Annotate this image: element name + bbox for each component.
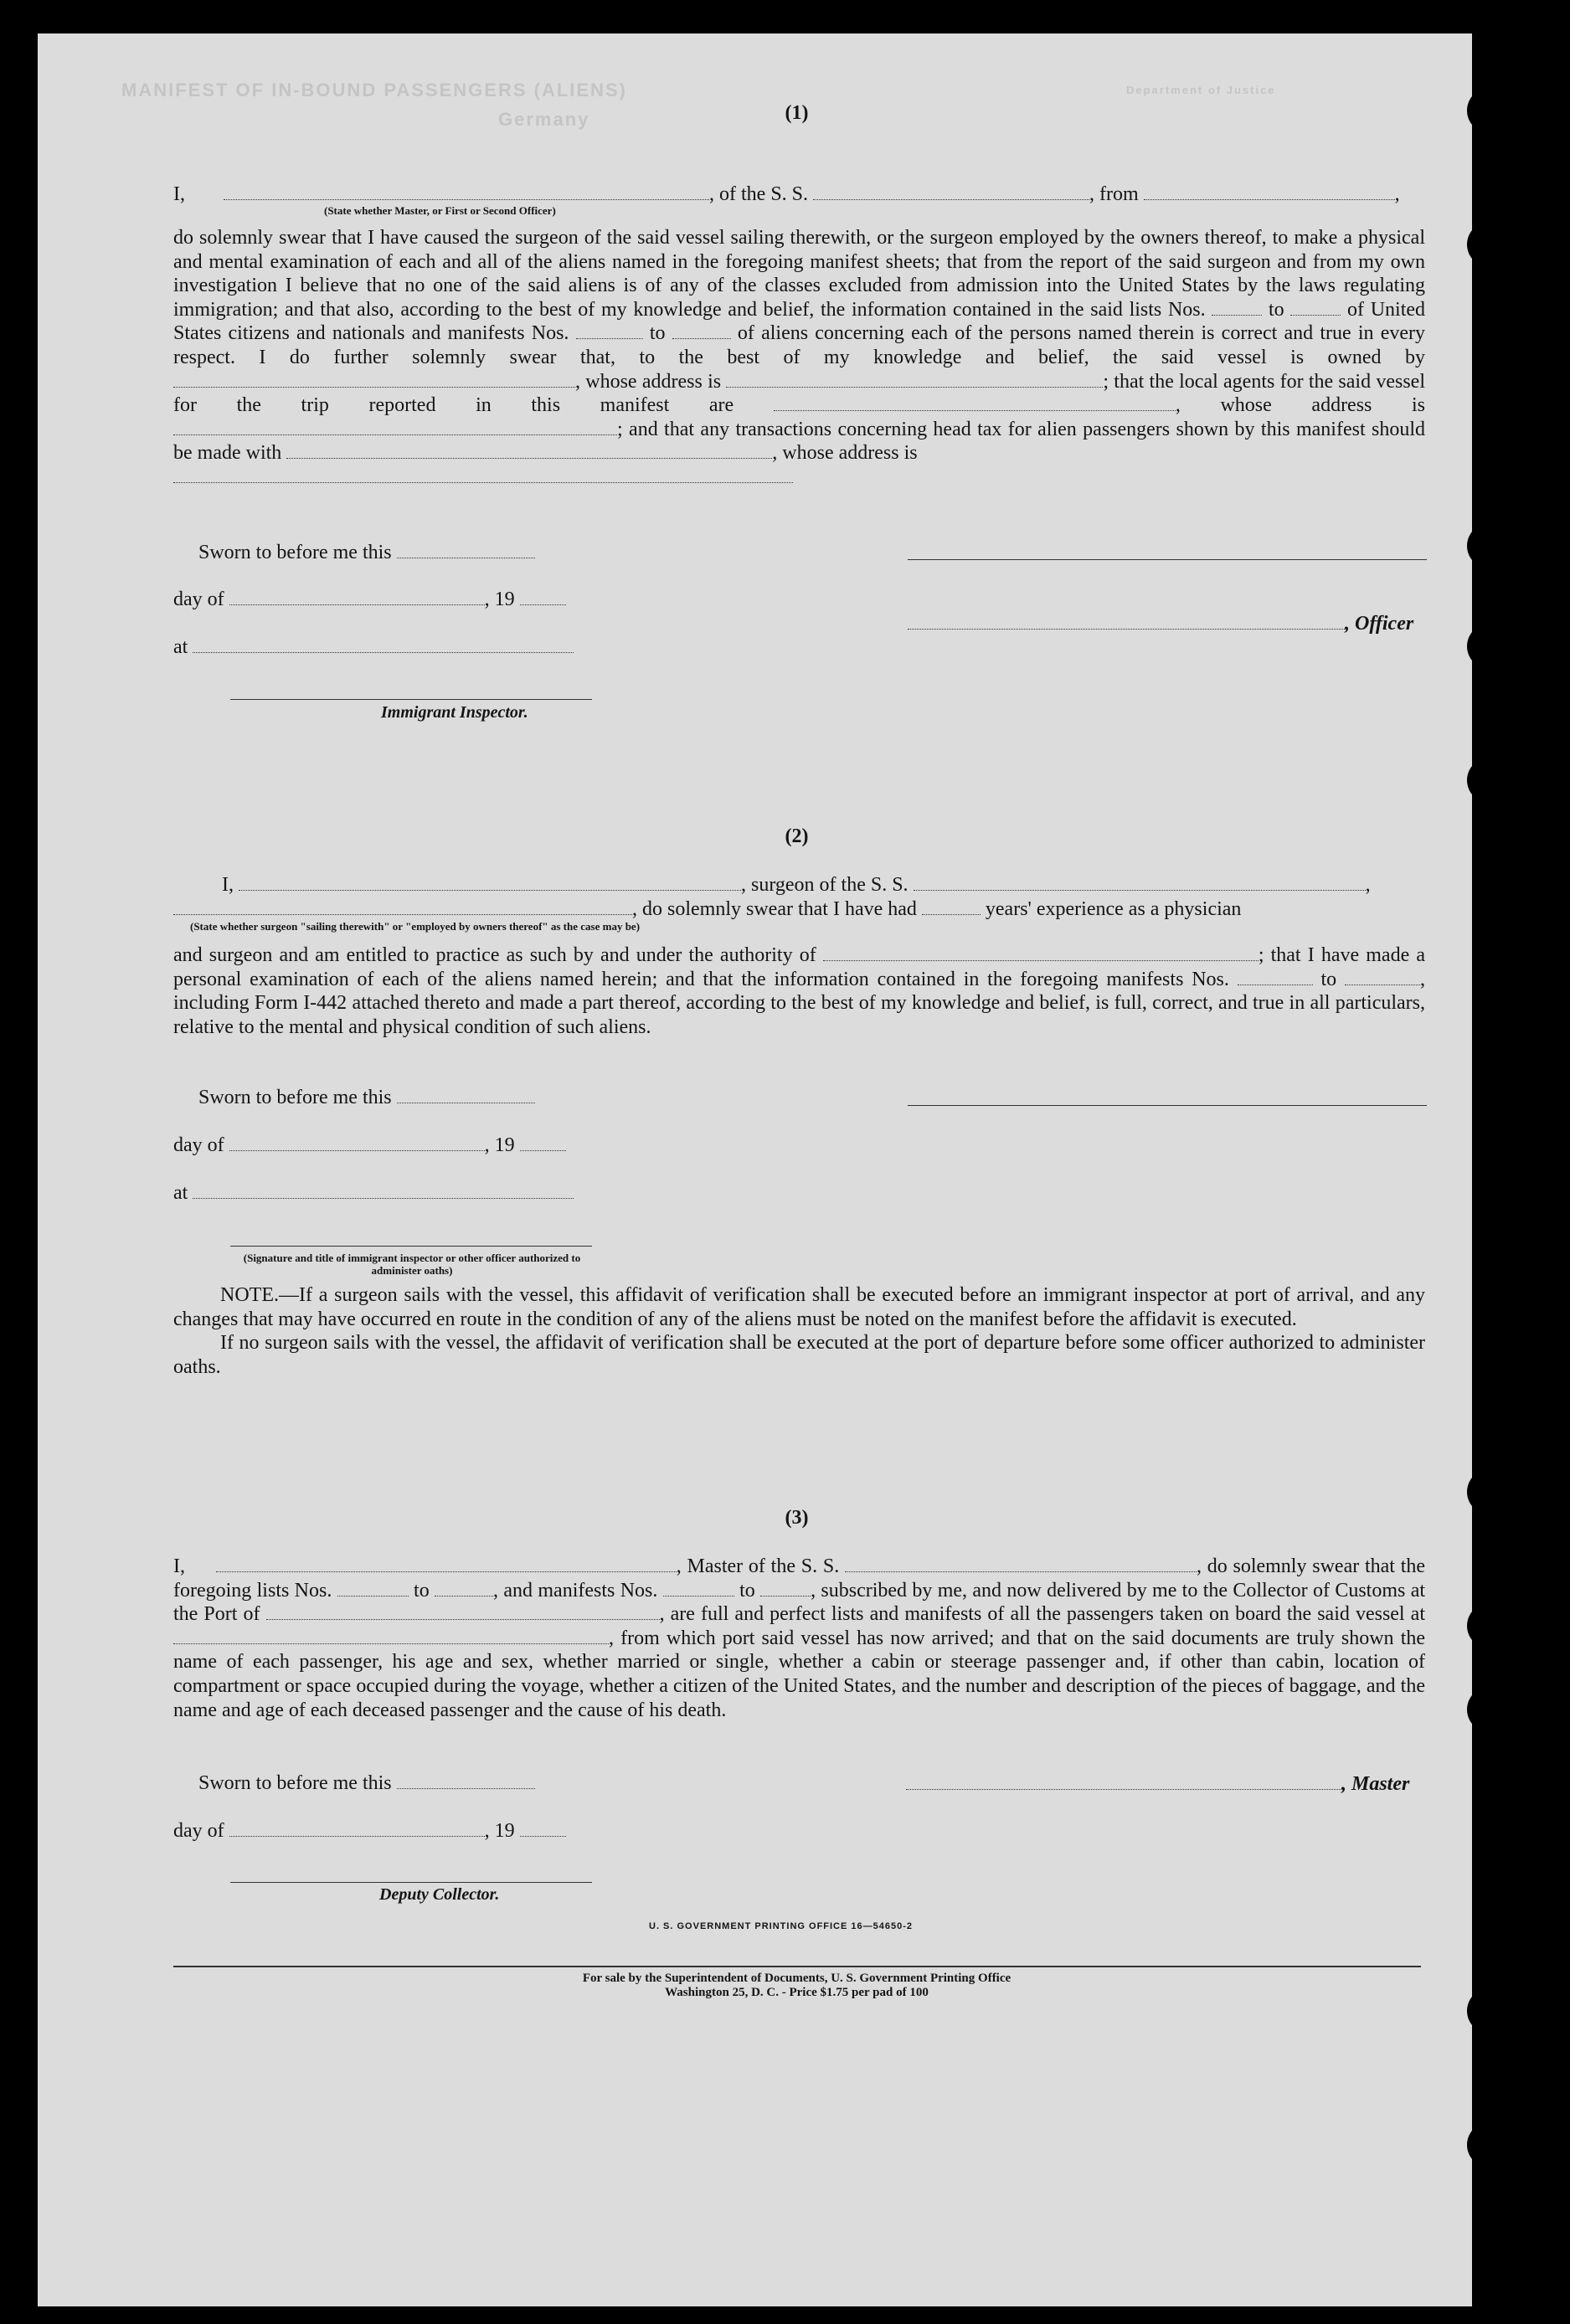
manifests-from-field[interactable] xyxy=(576,323,643,339)
vessel-owner-field[interactable] xyxy=(173,372,575,388)
master-lists-from-field[interactable] xyxy=(337,1581,409,1596)
document-sheet xyxy=(38,33,1472,2306)
sworn-row-1: Sworn to before me this xyxy=(198,540,535,565)
head-tax-party-field[interactable] xyxy=(286,443,772,459)
punch-hole xyxy=(1467,758,1512,803)
inspector-signature-line[interactable] xyxy=(230,699,592,700)
immigrant-inspector-caption: Immigrant Inspector. xyxy=(381,703,528,722)
lists-to-field[interactable] xyxy=(1290,300,1341,316)
head-tax-address-field[interactable] xyxy=(173,467,793,483)
note-paragraph: NOTE.—If a surgeon sails with the vessel, this affidavit of verification shall be executed before an immigrant inspector at port of arrival, and any changes that may have occurred en route in the condition of any of the aliens must be noted on the manifest before the affidavit is executed. If no surgeon sails with the vessel, the affidavit of verification shall be executed at the port of departure before some officer authorized to administer oaths. xyxy=(173,1284,1425,1378)
section-1-number: (1) xyxy=(785,102,809,124)
surgeon-manifests-to-field[interactable] xyxy=(1345,969,1420,985)
sworn-row-3: Sworn to before me this xyxy=(198,1771,535,1796)
officer-rank-note: (State whether Master, or First or Second Officer) xyxy=(324,204,556,217)
punch-hole xyxy=(1467,222,1512,267)
punch-hole xyxy=(1467,1603,1512,1648)
punch-hole xyxy=(1467,2122,1512,2167)
local-agents-field[interactable] xyxy=(774,395,1176,411)
section-1-body: I, , of the S. S. , from , (State whether Master, or First or Second Officer) do solemnly swear that I have caused the surgeon of the said vessel sailing therewith, or the surgeon employed by the owners thereof, to make a physical and mental examination of each and all of the aliens named in the foregoing manifest sheets; that from the report of the said surgeon and from my own investigation I believe that no one of the said aliens is of any of the classes excluded from admission into the United States by the laws regulating immigration; and that also, according to the best of my knowledge and belief, the information contained in the said lists Nos. to of United States citizens and nationals and manifests Nos. to of aliens concerning each of the persons named therein is correct and true in every respect. I do further solemnly swear that, to the best of my knowledge and belief, the said vessel is owned by , whose address is ; that the local agents for the said vessel for the trip reported in this manifest are , whose address is ; and that any transactions concerning head tax for alien passengers shown by this manifest should be made with , whose address is xyxy=(173,183,1425,490)
day-field-2[interactable] xyxy=(229,1135,485,1151)
section-2-number: (2) xyxy=(785,825,809,847)
section-3-body: I, , Master of the S. S. , do solemnly swear that the foregoing lists Nos. to , and manifests Nos. to , subscribed by me, and now delivered by me to the Collector of Customs at the Port of , are full and perfect lists and manifests of all the passengers taken on board the said vessel at , from which port said vessel has now arrived; and that on the said documents are truly shown the name of each passenger, his age and sex, whether married or single, whether a cabin or steerage passenger and, if other than cabin, location of compartment or space occupied during the voyage, whether a citizen of the United States, and the number and description of the pieces of baggage, and the name and age of each deceased passenger and the cause of his death. xyxy=(173,1555,1426,1721)
sworn-date-field-2[interactable] xyxy=(397,1087,535,1103)
years-experience-field[interactable] xyxy=(922,899,981,915)
customs-port-field[interactable] xyxy=(266,1604,660,1620)
day-field-1[interactable] xyxy=(229,589,485,605)
punch-hole xyxy=(1467,1687,1512,1732)
inspector-signature-line-2[interactable] xyxy=(230,1246,592,1247)
bleed-through-header: MANIFEST OF IN-BOUND PASSENGERS (ALIENS) Germany Department of Justice xyxy=(121,80,1276,130)
surgeon-status-field[interactable] xyxy=(173,899,632,915)
at-row-1: at xyxy=(173,635,574,660)
master-row: , Master xyxy=(906,1771,1409,1797)
agents-address-field[interactable] xyxy=(173,419,617,435)
sworn-date-field-3[interactable] xyxy=(397,1773,535,1789)
punch-hole xyxy=(1467,624,1512,669)
master-signature-field[interactable] xyxy=(906,1774,1341,1790)
year-field-1[interactable] xyxy=(520,589,566,605)
year-field-2[interactable] xyxy=(520,1135,566,1151)
at-place-field-1[interactable] xyxy=(193,637,574,653)
day-row-3: day of , 19 xyxy=(173,1818,566,1843)
footer-rule xyxy=(173,1966,1421,1967)
master-manifests-from-field[interactable] xyxy=(663,1581,734,1596)
vessel-name-field[interactable] xyxy=(813,184,1089,200)
master-vessel-field[interactable] xyxy=(845,1556,1197,1572)
officer-name-field[interactable] xyxy=(224,184,709,200)
boarding-port-field[interactable] xyxy=(173,1628,609,1644)
master-lists-to-field[interactable] xyxy=(435,1581,493,1596)
punch-hole xyxy=(1467,523,1512,568)
departure-port-field[interactable] xyxy=(1144,184,1395,200)
day-field-3[interactable] xyxy=(229,1821,485,1837)
master-name-field[interactable] xyxy=(216,1556,677,1572)
footer-sale-text: For sale by the Superintendent of Documents, U. S. Government Printing Office Washington 25, D. C. - Price $1.75 per pad of 100 xyxy=(582,1972,1011,1999)
surgeon-name-field[interactable] xyxy=(239,875,741,891)
at-row-2: at xyxy=(173,1180,574,1206)
officer-signature-line[interactable] xyxy=(908,559,1427,560)
officer-title-field[interactable] xyxy=(908,614,1345,630)
sworn-date-field-1[interactable] xyxy=(397,542,535,558)
at-place-field-2[interactable] xyxy=(193,1183,574,1199)
officer-row: , Officer xyxy=(908,611,1413,636)
surgeon-signature-line[interactable] xyxy=(908,1105,1427,1106)
day-row-1: day of , 19 xyxy=(173,587,566,612)
year-field-3[interactable] xyxy=(520,1821,566,1837)
practice-authority-field[interactable] xyxy=(823,945,1259,961)
signature-title-note: (Signature and title of immigrant inspector or other officer authorized to administer oaths) xyxy=(243,1252,581,1277)
section-3-number: (3) xyxy=(785,1507,809,1529)
surgeon-vessel-field[interactable] xyxy=(914,875,1366,891)
note-label: NOTE. xyxy=(220,1284,279,1306)
gpo-imprint: U. S. GOVERNMENT PRINTING OFFICE 16—54650-2 xyxy=(649,1921,914,1931)
section-2-body: I, , surgeon of the S. S. , , do solemnly swear that I have had years' experience as a physician (State whether surgeon "sailing therewith" or "employed by owners thereof" as the case may be) and surgeon and am entitled to practice as such by and under the authority of ; that I have made a personal examination of each of the aliens named herein; and that the information contained in the foregoing manifests Nos. to , including Form I-442 attached thereto and made a part thereof, according to the best of my knowledge and belief, is full, correct, and true in all particulars, relative to the mental and physical condition of such aliens. xyxy=(173,874,1426,1038)
surgeon-status-note: (State whether surgeon "sailing therewith" or "employed by owners thereof" as the case may be) xyxy=(190,920,641,933)
manifests-to-field[interactable] xyxy=(672,323,731,339)
master-manifests-to-field[interactable] xyxy=(760,1581,811,1596)
day-row-2: day of , 19 xyxy=(173,1133,566,1158)
owner-address-field[interactable] xyxy=(726,372,1103,388)
lists-from-field[interactable] xyxy=(1212,300,1262,316)
surgeon-manifests-from-field[interactable] xyxy=(1238,969,1313,985)
sworn-row-2: Sworn to before me this xyxy=(198,1085,535,1110)
deputy-collector-caption: Deputy Collector. xyxy=(379,1885,500,1904)
deputy-signature-line[interactable] xyxy=(230,1882,592,1883)
